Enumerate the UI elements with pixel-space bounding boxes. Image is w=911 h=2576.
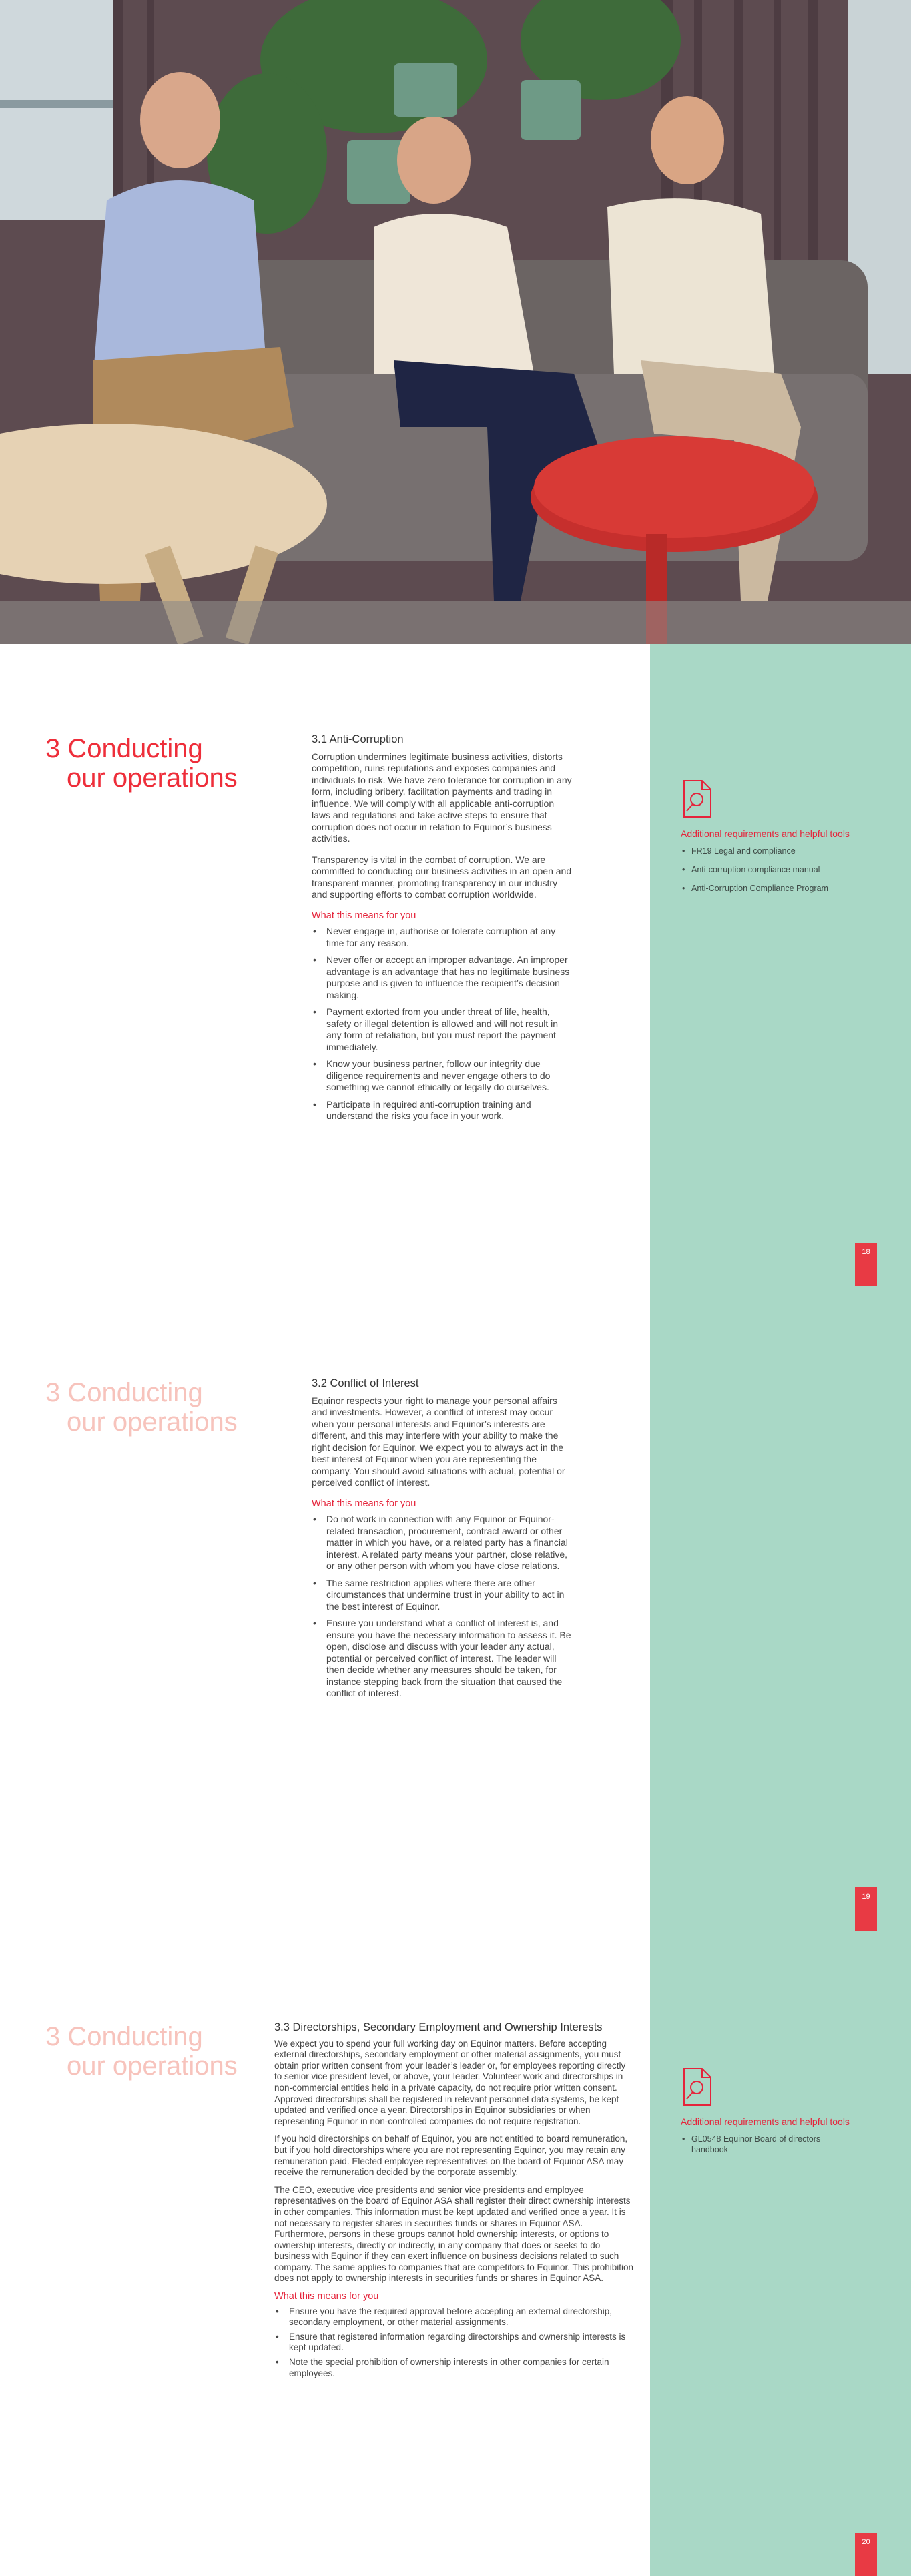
section-content-3-2	[312, 1378, 575, 1705]
bullet-item: • Never offer or accept an improper advantage. An improper advantage is an advantage that has no legitimate business purpose and is given to influence the recipient’s decision making.	[312, 954, 575, 1001]
bullet-item: • The same restriction applies where there are other circumstances that undermine trust in your ability to act in the best interest of Equinor.	[312, 1578, 575, 1613]
tool-link[interactable]: • Anti-corruption compliance manual	[681, 864, 881, 875]
bullet-item: • Never engage in, authorise or tolerate corruption at any time for any reason.	[312, 926, 575, 949]
bullet-item: • Know your business partner, follow our integrity due diligence requirements and never engage others to do something we cannot ethically or legally do ourselves.	[312, 1058, 575, 1094]
paragraph: Transparency is vital in the combat of corruption. We are committed to conducting our business activities in an open and transparent manner, promoting transparency in our industry and supporting efforts to combat corruption worldwide.	[312, 854, 572, 900]
section-heading: 3.2 Conflict of Interest	[312, 1377, 419, 1389]
office-photo	[0, 0, 911, 644]
page-number: 19	[855, 1887, 877, 1931]
tools-list	[681, 2134, 881, 2155]
tools-box-3-3	[681, 2067, 881, 2163]
tool-link[interactable]: • GL0548 Equinor Board of directors handbook	[681, 2134, 834, 2155]
bullet-item: • Note the special prohibition of ownership interests in other companies for certain employees.	[274, 2357, 635, 2379]
tools-list	[681, 846, 881, 894]
section-content-3-1	[312, 734, 575, 1128]
page-number: 20	[855, 2533, 877, 2576]
photo-illustration	[0, 0, 911, 644]
bullet-item: • Ensure you understand what a conflict of interest is, and ensure you have the necessary information to assess it. Be open, disclose and discuss with your leader any actual, potential or perceived conflict of interest. The leader will then decide whether any measures should be taken, for instance stepping back from the situation that caused the conflict of interest.	[312, 1618, 575, 1700]
bullet-list	[312, 926, 575, 1122]
bullet-item: • Ensure that registered information regarding directorships and ownership interests is kept updated.	[274, 2332, 635, 2354]
tool-link[interactable]: • FR19 Legal and compliance	[681, 846, 881, 856]
section-title-line1: 3 Conducting	[45, 734, 203, 763]
sidebar-panel	[650, 644, 911, 2576]
bullet-list	[274, 2306, 635, 2380]
section-title-3-2	[45, 1378, 238, 1437]
subheading: What this means for you	[274, 2291, 379, 2302]
section-heading: 3.1 Anti-Corruption	[312, 733, 404, 745]
paragraph: Corruption undermines legitimate business activities, distorts competition, ruins reputations and exposes companies and individuals to risk. We have zero tolerance for corruption in any form, including bribery, facilitation payments and trading in influence. We will comply with all applicable anti-corruption laws and regulations and take active steps to ensure that corruption does not occur in relation to Equinor’s business activities.	[312, 751, 572, 844]
bullet-item: • Ensure you have the required approval before accepting an external directorship, secondary employment, or other material assignments.	[274, 2306, 635, 2328]
document-search-icon	[681, 2067, 714, 2106]
tools-heading: Additional requirements and helpful tools	[681, 2116, 850, 2127]
tools-box-3-1	[681, 779, 881, 902]
section-title-3-1	[45, 734, 238, 793]
bullet-list	[312, 1514, 575, 1700]
section-title-line2: our operations	[67, 763, 238, 793]
page-number: 18	[855, 1243, 877, 1286]
section-content-3-3	[274, 2022, 635, 2382]
subheading: What this means for you	[312, 910, 416, 921]
section-title-line1: 3 Conducting	[45, 1378, 203, 1407]
section-title-line2: our operations	[67, 2051, 238, 2081]
subheading: What this means for you	[312, 1498, 416, 1509]
bullet-item: • Do not work in connection with any Equinor or Equinor-related transaction, procurement, contract award or other matter in which you have, or a related party has a financial interest. A related party means your partner, close relative, or any other person with whom you have close relations.	[312, 1514, 575, 1572]
section-heading: 3.3 Directorships, Secondary Employment and Ownership Interests	[274, 2021, 603, 2033]
document-search-icon	[681, 779, 714, 818]
bullet-item: • Payment extorted from you under threat of life, health, safety or illegal detention is allowed and will not result in any form of retaliation, but you must report the payment immediately.	[312, 1006, 575, 1053]
paragraph: If you hold directorships on behalf of Equinor, you are not entitled to board remuneration, but if you hold directorships where you are not representing Equinor, you may retain any remuneration paid. Elected employee representatives on the board of Equinor ASA may receive the remuneration decided by the corporate assembly.	[274, 2134, 628, 2178]
paragraph: Equinor respects your right to manage your personal affairs and investments. However, a conflict of interest may occur when your personal interests and Equinor’s interests are different, and this may interfere with your ability to make the right decision for Equinor. We expect you to always act in the best interest of Equinor when you are representing the company. You should avoid situations with actual, potential or perceived conflict of interest.	[312, 1395, 565, 1488]
bullet-item: • Participate in required anti-corruption training and understand the risks you face in your work.	[312, 1099, 575, 1122]
section-title-line1: 3 Conducting	[45, 2022, 203, 2051]
section-title-line2: our operations	[67, 1407, 238, 1437]
tool-link[interactable]: • Anti-Corruption Compliance Program	[681, 883, 881, 894]
section-title-3-3	[45, 2022, 238, 2081]
paragraph: The CEO, executive vice presidents and senior vice presidents and employee representatives on the board of Equinor ASA shall register their direct ownership interests in other companies. This information must be kept updated and verified once a year. It is not necessary to register shares in securities funds or shares in Equinor ASA. Furthermore, persons in these groups cannot hold ownership interests, or options to ownership interests, directly or indirectly, in any company that does or seeks to do business with Equinor if they can exert influence on business decisions related to such company. The same applies to companies that are competitors to Equinor. This prohibition does not apply to ownership interests in securities funds or shares in Equinor ASA.	[274, 2184, 634, 2284]
paragraph: We expect you to spend your full working day on Equinor matters. Before accepting external directorships, secondary employment or other material assignments, you must obtain prior written consent from your leader’s leader or, for employees reporting directly to senior vice president level, or above, your leader. Volunteer work and directorships in non-commercial entities held in a private capacity, do not require prior written consent. Approved directorships shall be registered in relevant personnel data systems, be kept updated and verified once a year. Directorships in Equinor subsidiaries or when representing Equinor in non-controlled companies do not require registration.	[274, 2038, 626, 2126]
tools-heading: Additional requirements and helpful tools	[681, 828, 850, 839]
